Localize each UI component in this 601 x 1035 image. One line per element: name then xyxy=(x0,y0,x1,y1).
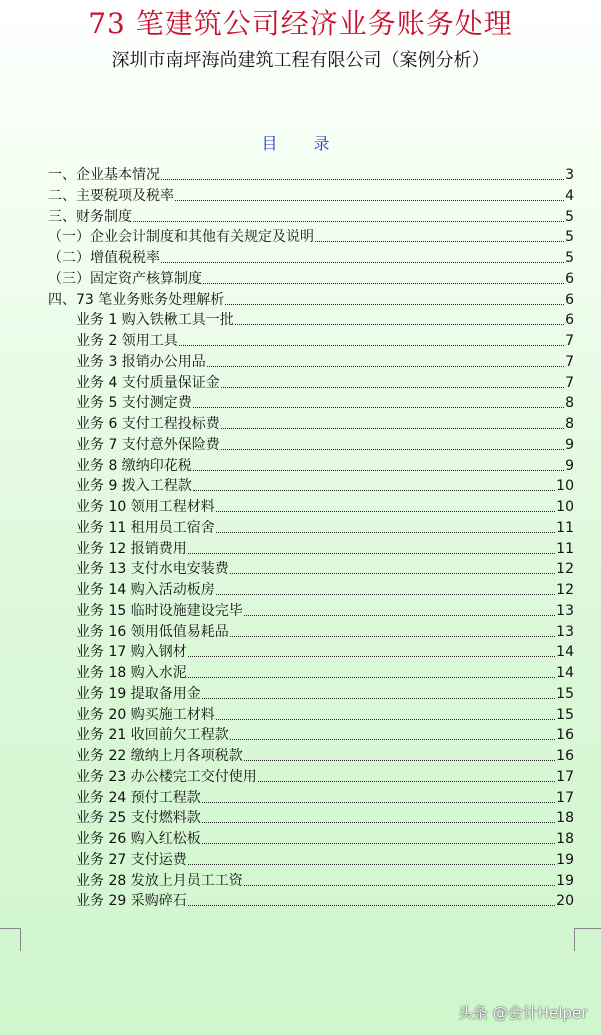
toc-entry-label: 四、73 笔业务账务处理解析 xyxy=(48,292,225,308)
toc-entry[interactable] xyxy=(76,497,574,517)
toc-entry[interactable] xyxy=(76,601,574,621)
toc-entry[interactable] xyxy=(76,393,574,413)
toc-dot-leader xyxy=(188,904,555,906)
toc-dot-leader xyxy=(133,220,564,222)
toc-page-number: 6 xyxy=(565,292,574,308)
toc-entry-label: 业务 26 购入红松板 xyxy=(76,831,201,847)
toc-page-number: 5 xyxy=(565,250,574,266)
toc-entry[interactable] xyxy=(48,227,574,247)
toc-dot-leader xyxy=(216,593,555,595)
toc-entry[interactable] xyxy=(76,539,574,559)
toc-entry[interactable] xyxy=(76,767,574,787)
toc-entry-label: 业务 28 发放上月员工工资 xyxy=(76,873,243,889)
toc-dot-leader xyxy=(258,780,555,782)
toc-page-number: 4 xyxy=(565,188,574,204)
toc-page-number: 8 xyxy=(565,416,574,432)
toc-entry[interactable] xyxy=(76,725,574,745)
toc-entry[interactable] xyxy=(76,310,574,330)
toc-entry-label: 业务 7 支付意外保险费 xyxy=(76,437,220,453)
toc-dot-leader xyxy=(221,386,564,388)
toc-entry[interactable] xyxy=(48,186,574,206)
toc-dot-leader xyxy=(179,344,564,346)
toc-entry[interactable] xyxy=(48,207,574,227)
toc-entry-label: 业务 14 购入活动板房 xyxy=(76,582,215,598)
toc-page-number: 8 xyxy=(565,395,574,411)
toc-entry[interactable] xyxy=(76,580,574,600)
toc-dot-leader xyxy=(193,489,555,491)
toc-entry-label: 二、主要税项及税率 xyxy=(48,188,174,204)
toc-page-number: 6 xyxy=(565,271,574,287)
watermark: 头条 @会计Helper xyxy=(458,1004,588,1022)
toc-entry[interactable] xyxy=(76,476,574,496)
toc-dot-leader xyxy=(244,614,555,616)
toc-entry-label: 业务 9 拨入工程款 xyxy=(76,478,192,494)
page-corner-mark-left xyxy=(0,928,21,951)
toc-entry-label: 业务 16 领用低值易耗品 xyxy=(76,624,229,640)
toc-entry-label: 业务 13 支付水电安装费 xyxy=(76,561,229,577)
toc-dot-leader xyxy=(202,821,555,823)
toc-entry[interactable] xyxy=(76,373,574,393)
toc-dot-leader xyxy=(221,427,564,429)
toc-dot-leader xyxy=(216,510,555,512)
toc-dot-leader xyxy=(207,365,564,367)
toc-entry[interactable] xyxy=(76,456,574,476)
toc-page-number: 11 xyxy=(556,541,574,557)
toc-page-number: 10 xyxy=(556,499,574,515)
toc-page-number: 7 xyxy=(565,375,574,391)
toc-page-number: 19 xyxy=(556,852,574,868)
toc-dot-leader xyxy=(235,323,564,325)
toc-entry[interactable] xyxy=(48,269,574,289)
toc-page-number: 20 xyxy=(556,893,574,909)
toc-page-number: 13 xyxy=(556,624,574,640)
toc-entry[interactable] xyxy=(76,414,574,434)
toc-dot-leader xyxy=(202,697,555,699)
toc-entry-label: （三）固定资产核算制度 xyxy=(48,271,202,287)
toc-dot-leader xyxy=(203,282,564,284)
toc-dot-leader xyxy=(216,531,555,533)
toc-entry[interactable] xyxy=(76,684,574,704)
toc-dot-leader xyxy=(175,199,564,201)
toc-page-number: 9 xyxy=(565,458,574,474)
toc-dot-leader xyxy=(161,178,564,180)
toc-entry[interactable] xyxy=(76,705,574,725)
toc-page-number: 19 xyxy=(556,873,574,889)
toc-page-number: 17 xyxy=(556,769,574,785)
toc-page-number: 16 xyxy=(556,748,574,764)
toc-entry[interactable] xyxy=(76,352,574,372)
toc-entry-label: 业务 11 租用员工宿舍 xyxy=(76,520,215,536)
toc-entry-label: 业务 2 领用工具 xyxy=(76,333,178,349)
toc-entry-label: 业务 1 购入铁楸工具一批 xyxy=(76,312,234,328)
toc-page-number: 5 xyxy=(565,209,574,225)
toc-entry-label: 业务 4 支付质量保证金 xyxy=(76,375,220,391)
toc-entry[interactable] xyxy=(76,435,574,455)
toc-entry-label: 业务 10 领用工程材料 xyxy=(76,499,215,515)
toc-entry-label: 业务 3 报销办公用品 xyxy=(76,354,206,370)
toc-dot-leader xyxy=(230,635,555,637)
toc-page-number: 6 xyxy=(565,312,574,328)
toc-entry-label: 业务 12 报销费用 xyxy=(76,541,187,557)
toc-entry-label: 业务 25 支付燃料款 xyxy=(76,810,201,826)
toc-dot-leader xyxy=(216,718,555,720)
toc-entry-label: 业务 23 办公楼完工交付使用 xyxy=(76,769,257,785)
toc-entry-label: 业务 8 缴纳印花税 xyxy=(76,458,192,474)
toc-entry-label: 业务 15 临时设施建设完毕 xyxy=(76,603,243,619)
toc-dot-leader xyxy=(188,676,555,678)
toc-dot-leader xyxy=(225,303,564,305)
toc-entry[interactable] xyxy=(76,622,574,642)
toc-entry[interactable] xyxy=(76,850,574,870)
toc-entry-label: 业务 6 支付工程投标费 xyxy=(76,416,220,432)
toc-entry-label: 业务 17 购入钢材 xyxy=(76,644,187,660)
toc-page-number: 10 xyxy=(556,478,574,494)
toc-dot-leader xyxy=(188,552,555,554)
toc-page-number: 3 xyxy=(565,167,574,183)
toc-entry[interactable] xyxy=(48,290,574,310)
toc-entry-label: 业务 24 预付工程款 xyxy=(76,790,201,806)
toc-entry[interactable] xyxy=(76,746,574,766)
toc-entry-label: 三、财务制度 xyxy=(48,209,132,225)
toc-dot-leader xyxy=(315,240,564,242)
toc-entry-label: 业务 19 提取备用金 xyxy=(76,686,201,702)
toc-page-number: 14 xyxy=(556,665,574,681)
toc-dot-leader xyxy=(193,469,564,471)
toc-dot-leader xyxy=(244,759,555,761)
toc-entry-label: 业务 27 支付运费 xyxy=(76,852,187,868)
toc-entry[interactable] xyxy=(76,788,574,808)
toc-dot-leader xyxy=(202,842,555,844)
toc-page-number: 15 xyxy=(556,686,574,702)
toc-entry-label: （二）增值税税率 xyxy=(48,250,160,266)
toc-entry[interactable] xyxy=(76,331,574,351)
toc-entry[interactable] xyxy=(76,518,574,538)
document-title: 73 笔建筑公司经济业务账务处理 xyxy=(88,7,513,40)
toc-dot-leader xyxy=(221,448,564,450)
toc-page-number: 18 xyxy=(556,831,574,847)
toc-entry[interactable] xyxy=(76,829,574,849)
toc-dot-leader xyxy=(161,261,564,263)
toc-page-number: 12 xyxy=(556,561,574,577)
toc-dot-leader xyxy=(230,572,555,574)
toc-entry[interactable] xyxy=(76,871,574,891)
toc-entry-label: 业务 21 收回前欠工程款 xyxy=(76,727,229,743)
toc-page-number: 14 xyxy=(556,644,574,660)
toc-entry-label: 业务 20 购买施工材料 xyxy=(76,707,215,723)
toc-dot-leader xyxy=(202,801,555,803)
toc-entry-label: 业务 18 购入水泥 xyxy=(76,665,187,681)
toc-entry-label: 业务 29 采购碎石 xyxy=(76,893,187,909)
toc-heading: 目 录 xyxy=(261,134,340,153)
toc-dot-leader xyxy=(188,863,555,865)
toc-entry[interactable] xyxy=(48,248,574,268)
toc-page-number: 16 xyxy=(556,727,574,743)
toc-entry[interactable] xyxy=(76,891,574,911)
toc-page-number: 13 xyxy=(556,603,574,619)
toc-page-number: 11 xyxy=(556,520,574,536)
toc-page-number: 15 xyxy=(556,707,574,723)
toc-entry-label: 一、企业基本情况 xyxy=(48,167,160,183)
toc-page-number: 9 xyxy=(565,437,574,453)
toc-dot-leader xyxy=(188,655,555,657)
toc-page-number: 12 xyxy=(556,582,574,598)
toc-entry[interactable] xyxy=(48,165,574,185)
toc-entry[interactable] xyxy=(76,663,574,683)
toc-entry-label: （一）企业会计制度和其他有关规定及说明 xyxy=(48,229,314,245)
toc-dot-leader xyxy=(193,406,564,408)
toc-entry-label: 业务 5 支付测定费 xyxy=(76,395,192,411)
toc-page-number: 5 xyxy=(565,229,574,245)
toc-entry[interactable] xyxy=(76,642,574,662)
toc-page-number: 18 xyxy=(556,810,574,826)
toc-entry-label: 业务 22 缴纳上月各项税款 xyxy=(76,748,243,764)
toc-page-number: 17 xyxy=(556,790,574,806)
document-subtitle: 深圳市南坪海尚建筑工程有限公司（案例分析） xyxy=(111,50,490,71)
toc-page-number: 7 xyxy=(565,333,574,349)
toc-page-number: 7 xyxy=(565,354,574,370)
page-corner-mark-right xyxy=(574,928,601,951)
toc-entry[interactable] xyxy=(76,559,574,579)
toc-entry[interactable] xyxy=(76,808,574,828)
toc-dot-leader xyxy=(230,738,555,740)
toc-dot-leader xyxy=(244,884,555,886)
